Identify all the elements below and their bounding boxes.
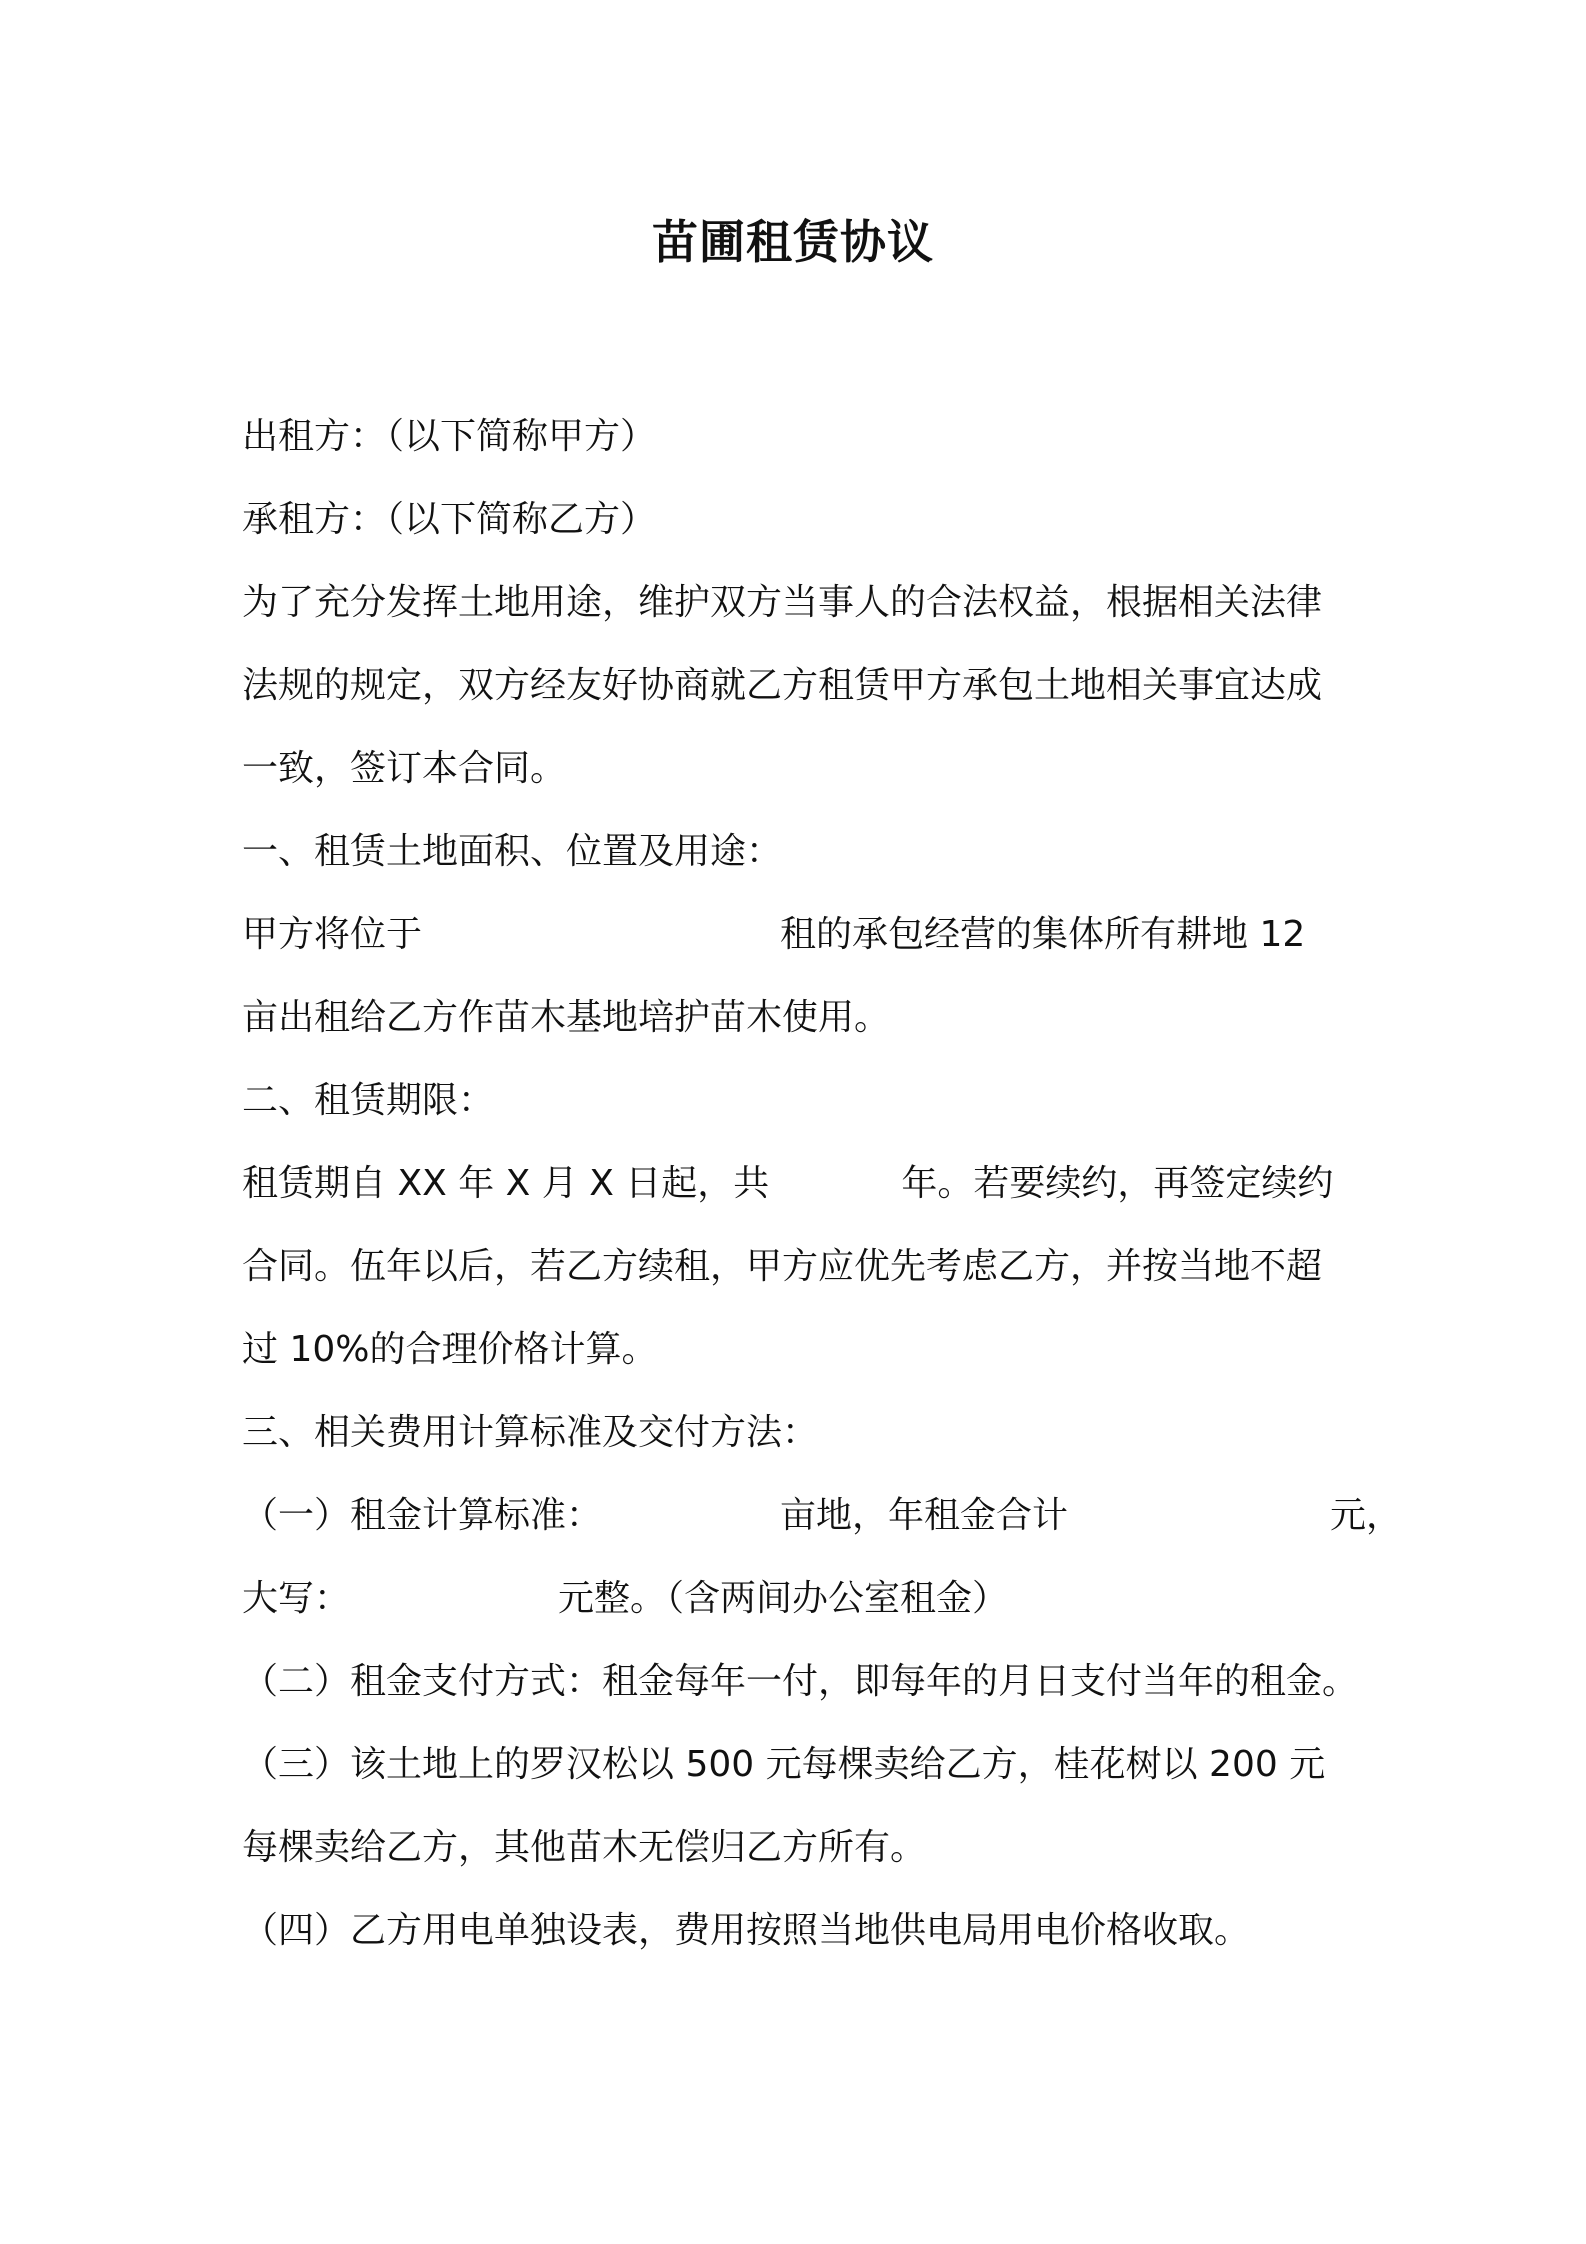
section-2-text-b: 年。若要续约，再签定续约	[901, 1163, 1334, 1204]
rent-capital-line	[242, 1574, 1008, 1624]
section-2-line-3: 过 10%的合理价格计算。	[242, 1329, 658, 1370]
preamble-line-3: 一致，签订本合同。	[242, 748, 567, 789]
section-2-line-1	[242, 1159, 1333, 1209]
section-3-heading: 三、相关费用计算标准及交付方法：	[242, 1412, 819, 1453]
trees-sale-line-1: （三）该土地上的罗汉松以 500 元每棵卖给乙方，桂花树以 200 元	[242, 1744, 1326, 1785]
rent-unit: 元，	[1330, 1495, 1403, 1536]
section-1-text-a: 甲方将位于	[242, 914, 423, 955]
preamble-line-1: 为了充分发挥土地用途，维护双方当事人的合法权益，根据相关法律	[242, 582, 1323, 623]
rent-capital-label: 大写：	[242, 1578, 351, 1619]
rent-capital-text: 元整。（含两间办公室租金）	[558, 1578, 1009, 1619]
section-1-text-b: 租的承包经营的集体所有耕地 12	[780, 914, 1306, 955]
section-1-line-2: 亩出租给乙方作苗木基地培护苗木使用。	[242, 997, 891, 1038]
electricity-line: （四）乙方用电单独设表，费用按照当地供电局用电价格收取。	[242, 1910, 1251, 1951]
section-1-heading: 一、租赁土地面积、位置及用途：	[242, 831, 783, 872]
section-2-line-2: 合同。伍年以后，若乙方续租，甲方应优先考虑乙方，并按当地不超	[242, 1246, 1323, 1287]
preamble-line-2: 法规的规定，双方经友好协商就乙方租赁甲方承包土地相关事宜达成	[242, 665, 1323, 706]
document-title: 苗圃租赁协议	[652, 215, 934, 269]
section-2-text-a: 租赁期自 XX 年 X 月 X 日起，共	[242, 1163, 770, 1204]
section-2-heading: 二、租赁期限：	[242, 1080, 495, 1121]
lessor-line: 出租方：（以下简称甲方）	[242, 416, 657, 457]
rent-standard-line	[242, 1491, 1402, 1541]
payment-method-line: （二）租金支付方式：租金每年一付，即每年的月日支付当年的租金。	[242, 1661, 1359, 1702]
rent-standard-text: 亩地，年租金合计	[780, 1495, 1069, 1536]
section-1-line-1	[242, 910, 1305, 960]
lessee-line: 承租方：（以下简称乙方）	[242, 499, 657, 540]
trees-sale-line-2: 每棵卖给乙方，其他苗木无偿归乙方所有。	[242, 1827, 927, 1868]
rent-standard-label: （一）租金计算标准：	[242, 1495, 603, 1536]
